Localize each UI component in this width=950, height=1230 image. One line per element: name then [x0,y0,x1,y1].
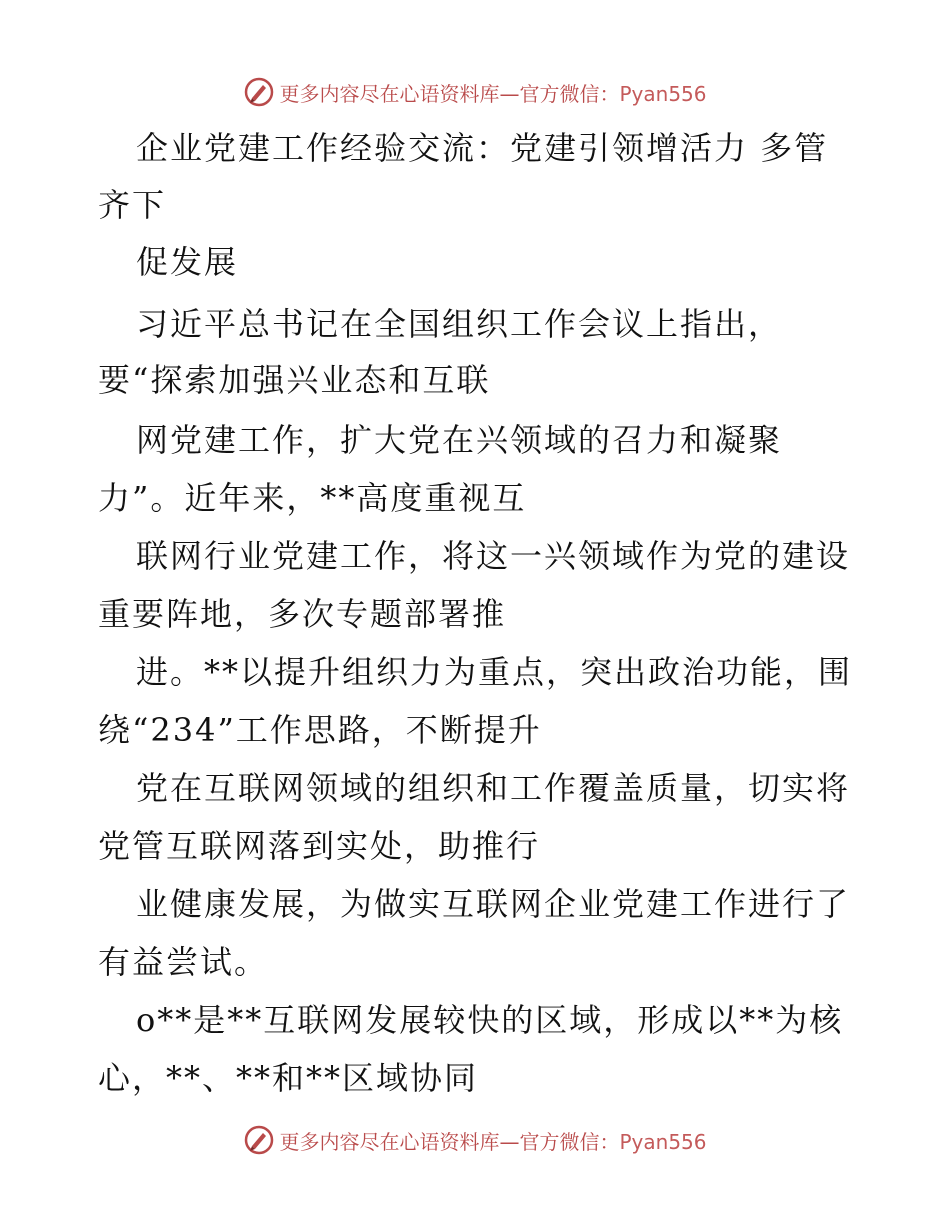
paragraph-line: 力”。近年来，**高度重视互 [98,479,527,517]
paragraph-line: 进。**以提升组织力为重点，突出政治功能，围 [136,653,853,691]
pen-logo-icon [243,1124,275,1156]
watermark-text: 更多内容尽在心语资料库—官方微信：Pyan556 [279,1129,707,1154]
title-line-2: 齐下 [98,186,167,224]
paragraph-line: 党管互联网落到实处，助推行 [98,827,541,865]
paragraph-line: 重要阵地，多次专题部署推 [98,595,507,633]
paragraph-line: 党在互联网领域的组织和工作覆盖质量，切实将 [136,769,851,807]
footer-watermark [0,1120,950,1160]
watermark-text: 更多内容尽在心语资料库—官方微信：Pyan556 [279,81,707,106]
title-line-3: 促发展 [136,243,239,281]
paragraph-line: 联网行业党建工作，将这一兴领域作为党的建设 [136,537,851,575]
paragraph-line: 网党建工作，扩大党在兴领域的召力和凝聚 [136,421,783,459]
paragraph-line: 绕“234”工作思路，不断提升 [98,711,542,749]
paragraph-line: 心，**、**和**区域协同 [98,1059,479,1097]
paragraph-line: 习近平总书记在全国组织工作会议上指出， [136,305,783,343]
paragraph-line: o**是**互联网发展较快的区域，形成以**为核 [136,1001,844,1039]
paragraph-line: 有益尝试。 [98,943,269,981]
pen-logo-icon [243,76,275,108]
paragraph-line: 业健康发展，为做实互联网企业党建工作进行了 [136,885,851,923]
header-watermark [0,72,950,112]
title-line-1: 企业党建工作经验交流：党建引领增活力 多管 [136,129,829,167]
paragraph-line: 要“探索加强兴业态和互联 [98,361,491,399]
